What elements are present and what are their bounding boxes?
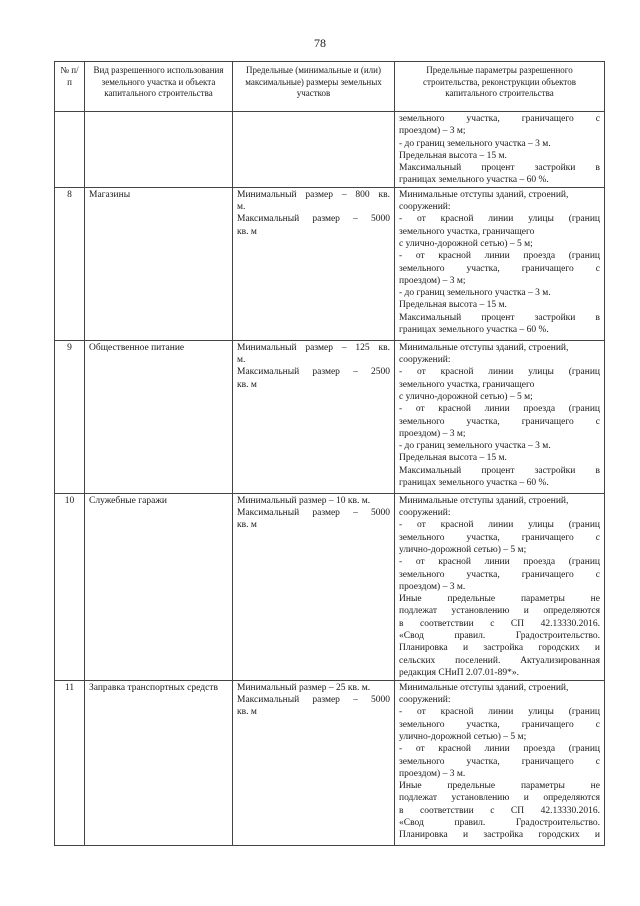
table-row [55,680,605,845]
cell-line: Максимальный процент застройки в [399,465,600,476]
cell-line: Максимальный процент застройки в [399,312,600,323]
cell-line: «Свод правил. Градостроительство. [399,631,600,642]
table-row [55,187,605,340]
cell-line: границах земельного участка – 60 %. [399,175,549,186]
cell-line: - от красной линии проезда (границ [399,744,600,755]
cell-line: границах земельного участка – 60 %. [399,325,549,336]
cell-line: улично-дорожной сетью) – 5 м; [399,731,527,742]
cell-line: Минимальные отступы зданий, строений, [399,495,569,506]
cell-line: с улично-дорожной сетью) – 5 м; [399,391,533,402]
construction-params-cell [395,340,605,493]
plot-size-cell [233,187,395,340]
cell-line: - от красной линии проезда (границ [399,404,600,415]
cell-line: в соответствии с СП 42.13330.2016. [399,618,600,629]
cell-line: в соответствии с СП 42.13330.2016. [399,805,600,816]
cell-line: кв. м [237,379,257,390]
cell-line: сооружений: [399,202,451,213]
cell-line: Минимальные отступы зданий, строений, [399,342,569,353]
cell-line: Минимальный размер – 800 кв. [237,189,390,200]
cell-line: сооружений: [399,355,451,366]
header-plot-size: Предельные (минимальные и (или) максимальные) размеры земельных участков [233,62,395,112]
cell-line: Максимальный размер – 5000 [237,508,390,519]
permitted-use-text: Общественное питание [89,342,185,353]
cell-line: Иные предельные параметры не [399,781,600,792]
table-row [55,112,605,188]
page-number: 78 [314,36,326,50]
construction-params-cell [395,680,605,845]
cell-line: - до границ земельного участка – 3 м. [399,288,551,299]
cell-line: улично-дорожной сетью) – 5 м; [399,544,527,555]
cell-line: земельного участка, граничащего с [399,569,600,580]
cell-line: - от красной линии улицы (границ [399,214,600,225]
cell-line: - до границ земельного участка – 3 м. [399,441,551,452]
cell-line: «Свод правил. Градостроительство. [399,818,600,829]
row-number [55,112,85,188]
row-number: 9 [55,340,85,493]
permitted-use-cell [85,187,233,340]
permitted-use-cell [85,112,233,188]
permitted-use-text: Служебные гаражи [89,495,167,506]
cell-line: подлежат установлению и определяются [399,793,600,804]
cell-line: проездом) – 3 м. [399,581,466,592]
cell-line: Предельная высота – 15 м. [399,453,507,464]
cell-line: Минимальные отступы зданий, строений, [399,682,569,693]
cell-line: Иные предельные параметры не [399,594,600,605]
header-permitted-use: Вид разрешенного использования земельного участка и объекта капитального строительства [85,62,233,112]
cell-line: проездом) – 3 м. [399,768,466,779]
cell-line: Предельная высота – 15 м. [399,300,507,311]
permitted-use-text: Заправка транспортных средств [89,682,218,693]
cell-line: - от красной линии улицы (границ [399,367,600,378]
table-row [55,340,605,493]
cell-line: Предельная высота – 15 м. [399,150,507,161]
cell-line: кв. м [237,707,257,718]
cell-line: Минимальный размер – 10 кв. м. [237,495,371,506]
cell-line: проездом) – 3 м; [399,428,466,439]
cell-line: земельного участка, граничащего с [399,263,600,274]
cell-line: земельного участка, граничащего с [399,416,600,427]
table-row [55,493,605,680]
cell-line: Максимальный процент застройки в [399,163,600,174]
cell-line: сельских поселений. Актуализированная [399,655,600,666]
permitted-use-cell [85,680,233,845]
cell-line: Минимальный размер – 125 кв. [237,342,390,353]
cell-line: редакция СНиП 2.07.01-89*». [399,667,519,678]
table-body [55,112,605,846]
cell-line: м. [237,202,246,213]
cell-line: - от красной линии проезда (границ [399,557,600,568]
cell-line: проездом) – 3 м; [399,275,466,286]
permitted-use-cell [85,340,233,493]
cell-line: Максимальный размер – 5000 [237,695,390,706]
cell-line: сооружений: [399,695,451,706]
cell-line: Минимальный размер – 25 кв. м. [237,682,371,693]
cell-line: земельного участка, граничащего с [399,756,600,767]
cell-line: границах земельного участка – 60 %. [399,478,549,489]
cell-line: Максимальный размер – 2500 [237,367,390,378]
row-number: 8 [55,187,85,340]
cell-line: с улично-дорожной сетью) – 5 м; [399,238,533,249]
cell-line: - до границ земельного участка – 3 м. [399,138,551,149]
cell-line: м. [237,355,246,366]
cell-line: - от красной линии проезда (границ [399,251,600,262]
cell-line: земельного участка, граничащего [399,379,535,390]
cell-line: земельного участка, граничащего с [399,719,600,730]
cell-line: кв. м [237,520,257,531]
plot-size-cell [233,112,395,188]
row-number: 11 [55,680,85,845]
cell-line: подлежат установлению и определяются [399,606,600,617]
cell-line: Минимальные отступы зданий, строений, [399,189,569,200]
permitted-use-cell [85,493,233,680]
cell-line: земельного участка, граничащего с [399,532,600,543]
zoning-parameters-table [54,61,605,846]
cell-line: кв. м [237,226,257,237]
cell-line: земельного участка, граничащего с [399,114,600,124]
row-number: 10 [55,493,85,680]
cell-line: - от красной линии улицы (границ [399,520,600,531]
cell-line: проездом) – 3 м; [399,126,466,137]
construction-params-cell [395,187,605,340]
cell-line: Планировка и застройка городских и [399,830,600,841]
construction-params-cell [395,493,605,680]
cell-line: - от красной линии улицы (границ [399,707,600,718]
table-header-row [55,62,605,112]
cell-line: сооружений: [399,508,451,519]
plot-size-cell [233,493,395,680]
permitted-use-text: Магазины [89,189,131,200]
cell-line: земельного участка, граничащего [399,226,535,237]
construction-params-cell [395,112,605,188]
header-construction-params: Предельные параметры разрешенного строительства, реконструкции объектов капитального строительства [395,62,605,112]
plot-size-cell [233,340,395,493]
header-number: № п/п [55,62,85,112]
cell-line: Максимальный размер – 5000 [237,214,390,225]
cell-line: Планировка и застройка городских и [399,643,600,654]
plot-size-cell [233,680,395,845]
